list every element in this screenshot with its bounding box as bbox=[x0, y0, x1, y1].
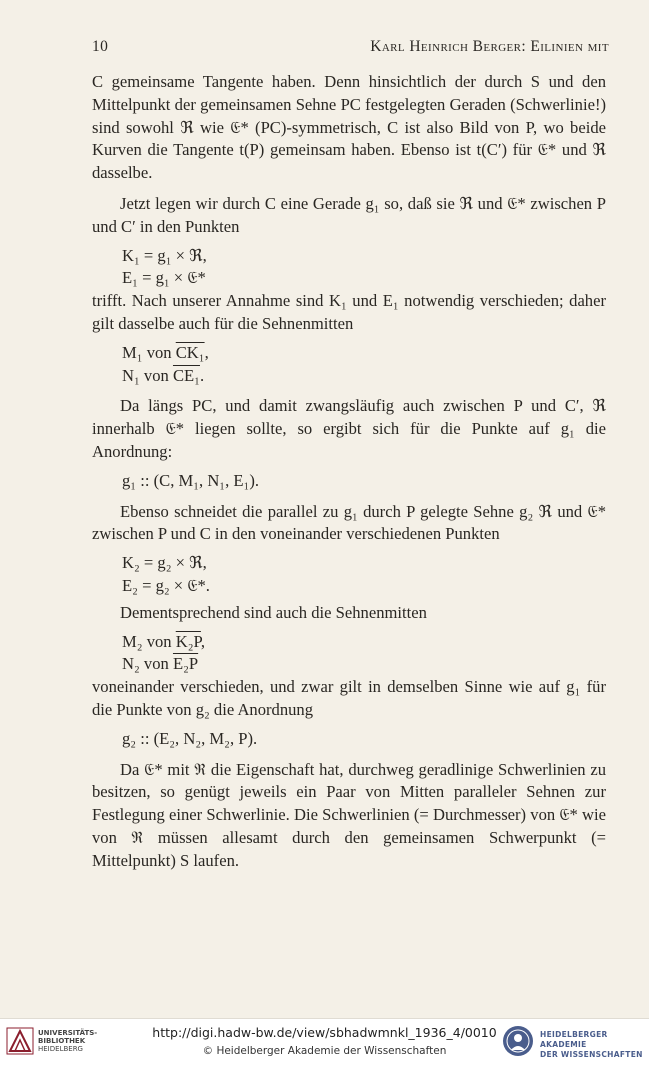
running-header bbox=[92, 38, 609, 60]
formula-g1-order: g₁ :: (C, M₁, N₁, E₁). bbox=[122, 470, 259, 490]
paragraph-7: voneinander verschieden, und zwar gilt in demselben Sinne wie auf g₁ für die Punkte von g₂ die Anordnung bbox=[92, 677, 606, 719]
paragraph-6: Dementsprechend sind auch die Sehnenmitten bbox=[120, 602, 427, 622]
paragraph-4: Da längs PC, und damit zwangsläufig auch zwischen P und C′, ℜ innerhalb 𝔈* liegen sollte, so ergibt sich für die Punkte auf g₁ die Anordnung: bbox=[92, 396, 606, 461]
paragraph-3: trifft. Nach unserer Annahme sind K₁ und E₁ notwendig verschieden; daher gilt dasselbe auch für die Sehnenmitten bbox=[92, 291, 606, 333]
source-url-link[interactable]: http://digi.hadw-bw.de/view/sbhadwmnkl_1936_4/0010 bbox=[152, 1025, 497, 1040]
formula-n1: N₁ von CE₁. bbox=[122, 365, 205, 385]
academy-label: HEIDELBERGER AKADEMIE DER WISSENSCHAFTEN bbox=[540, 1030, 643, 1059]
page-body bbox=[92, 71, 606, 873]
paragraph-1: C gemeinsame Tangente haben. Denn hinsichtlich der durch S und den Mittelpunkt der gemeinsamen Sehne PC festgelegten Geraden (Schwerlinie!) sind sowohl ℜ wie 𝔈* (PC)-symmetrisch, C ist also Bild von P, wo beide Kurven die Tangente t(P) gemeinsam haben. Ebenso ist t(C′) für 𝔈* und ℜ dasselbe. bbox=[92, 72, 606, 183]
paragraph-5: Ebenso schneidet die parallel zu g₁ durch P gelegte Sehne g₂ ℜ und 𝔈* zwischen P und C in den voneinander verschiedenen Punkten bbox=[92, 501, 606, 544]
paragraph-8: Da 𝔈* mit ℜ die Eigenschaft hat, durchweg geradlinige Schwerlinien zu besitzen, so genügt jeweils ein Paar von Mitten paralleler Sehnen zur Festlegung einer Schwerlinie. Die Schwerlinien (= Durchmesser) von 𝔈* wie von ℜ müssen allesamt durch den gemeinsamen Schwerpunkt (= Mittelpunkt) S laufen. bbox=[92, 759, 606, 870]
formula-k1: K₁ = g₁ × ℜ, bbox=[122, 245, 207, 265]
paragraph-2: Jetzt legen wir durch C eine Gerade g₁ so, daß sie ℜ und 𝔈* zwischen P und C′ in den Punkten bbox=[92, 193, 606, 236]
formula-g2-order: g₂ :: (E₂, N₂, M₂, P). bbox=[122, 728, 258, 748]
formula-k2: K₂ = g₂ × ℜ, bbox=[122, 553, 207, 573]
university-library-label: UNIVERSITÄTS- BIBLIOTHEK HEIDELBERG bbox=[38, 1029, 98, 1053]
formula-e2: E₂ = g₂ × 𝔈*. bbox=[122, 575, 210, 595]
page-number: 10 bbox=[92, 38, 109, 55]
academy-seal-icon bbox=[502, 1025, 534, 1057]
formula-e1: E₁ = g₁ × 𝔈* bbox=[122, 268, 206, 288]
formula-n2: N₂ von E₂P bbox=[122, 654, 199, 674]
formula-m2: M₂ von K₂P, bbox=[122, 631, 206, 651]
running-title: Karl Heinrich Berger: Eilinien mit bbox=[370, 38, 609, 55]
formula-m1: M₁ von CK₁, bbox=[122, 342, 209, 362]
viewer-footer bbox=[0, 1018, 649, 1065]
copyright-text: © Heidelberger Akademie der Wissenschaften bbox=[202, 1045, 447, 1057]
